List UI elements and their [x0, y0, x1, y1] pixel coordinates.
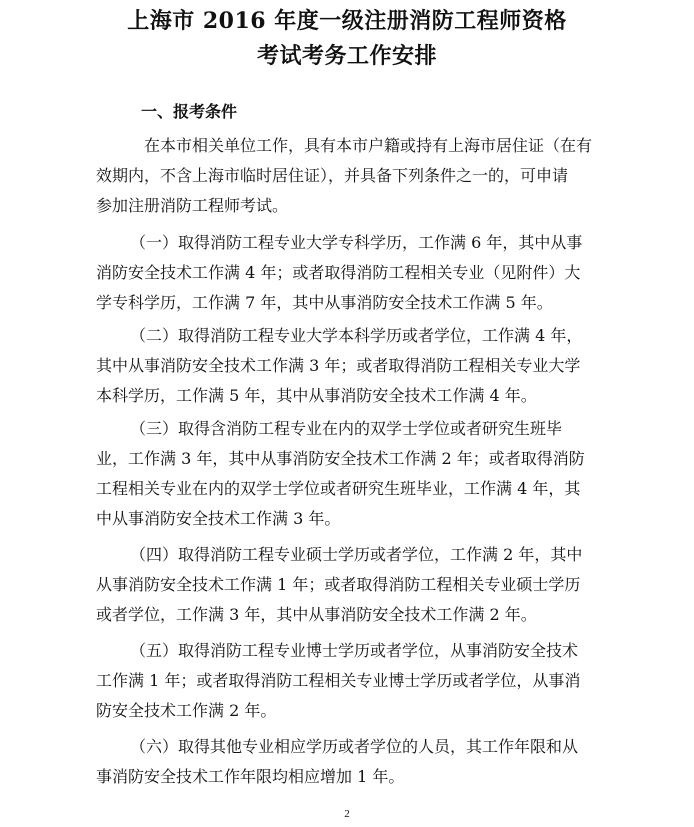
condition-line: 防安全技术工作满 2 年。: [96, 701, 277, 720]
condition-line: （六）取得其他专业相应学历或者学位的人员，其工作年限和从: [130, 737, 579, 756]
condition-paragraph-1: [96, 228, 600, 318]
page-number: 2: [344, 808, 350, 820]
condition-paragraph-3: [96, 414, 600, 534]
condition-line: 学专科学历，工作满 7 年，其中从事消防安全技术工作满 5 年。: [96, 293, 553, 312]
intro-paragraph: [96, 131, 600, 221]
condition-line: （二）取得消防工程专业大学本科学历或者学位，工作满 4 年，: [130, 326, 583, 345]
document-title-line-2: 考试考务工作安排: [256, 43, 437, 69]
condition-line: 本科学历，工作满 5 年，其中从事消防安全技术工作满 4 年。: [96, 386, 537, 405]
condition-line: 业，工作满 3 年，其中从事消防安全技术工作满 2 年；或者取得消防: [96, 449, 585, 468]
condition-line: （四）取得消防工程专业硕士学历或者学位，工作满 2 年，其中: [130, 545, 583, 564]
intro-line: 在本市相关单位工作，具有本市户籍或持有上海市居住证（在有: [144, 136, 593, 155]
condition-line: 消防安全技术工作满 4 年；或者取得消防工程相关专业（见附件）大: [96, 263, 581, 282]
condition-paragraph-4: [96, 540, 600, 630]
condition-paragraph-6: [96, 732, 600, 792]
condition-paragraph-2: [96, 321, 600, 411]
condition-line: （一）取得消防工程专业大学专科学历，工作满 6 年，其中从事: [130, 233, 583, 252]
condition-line: 或者学位，工作满 3 年，其中从事消防安全技术工作满 2 年。: [96, 605, 537, 624]
condition-line: 事消防安全技术工作年限均相应增加 1 年。: [96, 767, 405, 786]
intro-line: 效期内，不含上海市临时居住证），并具备下列条件之一的，可申请: [96, 166, 569, 185]
condition-line: 从事消防安全技术工作满 1 年；或者取得消防工程相关专业硕士学历: [96, 575, 581, 594]
condition-line: （三）取得含消防工程专业在内的双学士学位或者研究生班毕: [130, 419, 563, 438]
intro-line: 参加注册消防工程师考试。: [96, 196, 289, 215]
condition-line: 其中从事消防安全技术工作满 3 年；或者取得消防工程相关专业大学: [96, 356, 581, 375]
condition-line: 工作满 1 年；或者取得消防工程相关专业博士学历或者学位，从事消: [96, 671, 581, 690]
condition-line: 工程相关专业在内的双学士学位或者研究生班毕业，工作满 4 年，其: [96, 479, 581, 498]
document-title-line-1: 上海市 2016 年度一级注册消防工程师资格: [127, 8, 567, 34]
section-heading: 一、报考条件: [141, 102, 238, 121]
condition-line: 中从事消防安全技术工作满 3 年。: [96, 509, 341, 528]
condition-line: （五）取得消防工程专业博士学历或者学位，从事消防安全技术: [130, 641, 579, 660]
condition-paragraph-5: [96, 636, 600, 726]
